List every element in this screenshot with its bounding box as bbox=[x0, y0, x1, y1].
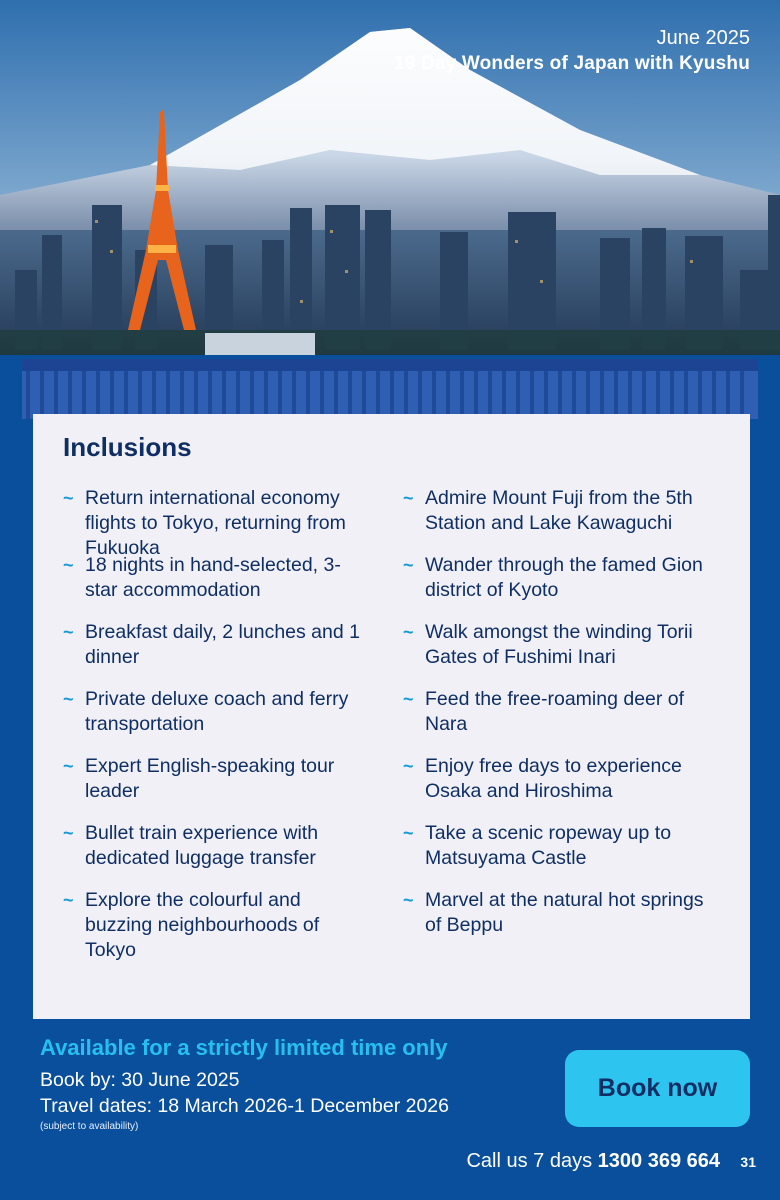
inclusion-item: ~ Walk amongst the winding Torii Gates of Fushimi Inari bbox=[403, 621, 693, 668]
tilde-bullet-icon: ~ bbox=[403, 756, 414, 776]
inclusions-right-column bbox=[403, 486, 723, 938]
inclusion-item: ~ Take a scenic ropeway up to Matsuyama Castle bbox=[403, 822, 672, 869]
availability-note: (subject to availability) bbox=[40, 1121, 139, 1132]
inclusion-item: ~ Bullet train experience with dedicated luggage transfer bbox=[63, 822, 319, 869]
tilde-bullet-icon: ~ bbox=[63, 488, 74, 508]
limited-time-headline: Available for a strictly limited time only bbox=[40, 1035, 448, 1060]
inclusion-item: ~ 18 nights in hand-selected, 3-star accommodation bbox=[63, 554, 341, 601]
hero-image bbox=[0, 0, 780, 370]
inclusions-heading: Inclusions bbox=[63, 432, 192, 462]
inclusion-item: ~ Private deluxe coach and ferry transportation bbox=[63, 688, 349, 735]
tilde-bullet-icon: ~ bbox=[403, 890, 414, 910]
call-us-line bbox=[466, 1150, 720, 1173]
issue-date: June 2025 bbox=[656, 27, 750, 49]
tilde-bullet-icon: ~ bbox=[403, 689, 414, 709]
inclusion-item: ~ Admire Mount Fuji from the 5th Station and Lake Kawaguchi bbox=[403, 487, 693, 534]
offer-details bbox=[40, 1035, 449, 1132]
call-us-prefix: Call us 7 days bbox=[466, 1150, 593, 1172]
tilde-bullet-icon: ~ bbox=[63, 890, 74, 910]
inclusion-item: ~ Enjoy free days to experience Osaka and Hiroshima bbox=[403, 755, 682, 802]
book-by-date: Book by: 30 June 2025 bbox=[40, 1069, 240, 1091]
tilde-bullet-icon: ~ bbox=[403, 555, 414, 575]
tilde-bullet-icon: ~ bbox=[63, 622, 74, 642]
inclusion-item: ~ Marvel at the natural hot springs of Beppu bbox=[403, 889, 704, 936]
tilde-bullet-icon: ~ bbox=[63, 555, 74, 575]
tilde-bullet-icon: ~ bbox=[63, 756, 74, 776]
tilde-bullet-icon: ~ bbox=[403, 622, 414, 642]
inclusion-item: ~ Breakfast daily, 2 lunches and 1 dinner bbox=[63, 621, 360, 668]
inclusions-card bbox=[33, 414, 750, 1019]
inclusion-item: ~ Return international economy flights to Tokyo, returning from Fukuoka bbox=[63, 487, 346, 559]
tilde-bullet-icon: ~ bbox=[63, 689, 74, 709]
page-number: 31 bbox=[740, 1154, 756, 1170]
book-now-button[interactable]: Book now bbox=[565, 1050, 750, 1127]
tour-title: 19 Day Wonders of Japan with Kyushu bbox=[393, 53, 750, 74]
inclusion-item: ~ Explore the colourful and buzzing neighbourhoods of Tokyo bbox=[63, 889, 320, 961]
tilde-bullet-icon: ~ bbox=[403, 488, 414, 508]
tilde-bullet-icon: ~ bbox=[63, 823, 74, 843]
inclusions-left-column bbox=[63, 486, 373, 963]
inclusion-item: ~ Expert English-speaking tour leader bbox=[63, 755, 335, 802]
travel-dates: Travel dates: 18 March 2026-1 December 2026 bbox=[40, 1095, 449, 1117]
inclusion-item: ~ Feed the free-roaming deer of Nara bbox=[403, 688, 685, 735]
inclusion-item: ~ Wander through the famed Gion district of Kyoto bbox=[403, 554, 703, 601]
tilde-bullet-icon: ~ bbox=[403, 823, 414, 843]
phone-number[interactable]: 1300 369 664 bbox=[597, 1150, 720, 1172]
